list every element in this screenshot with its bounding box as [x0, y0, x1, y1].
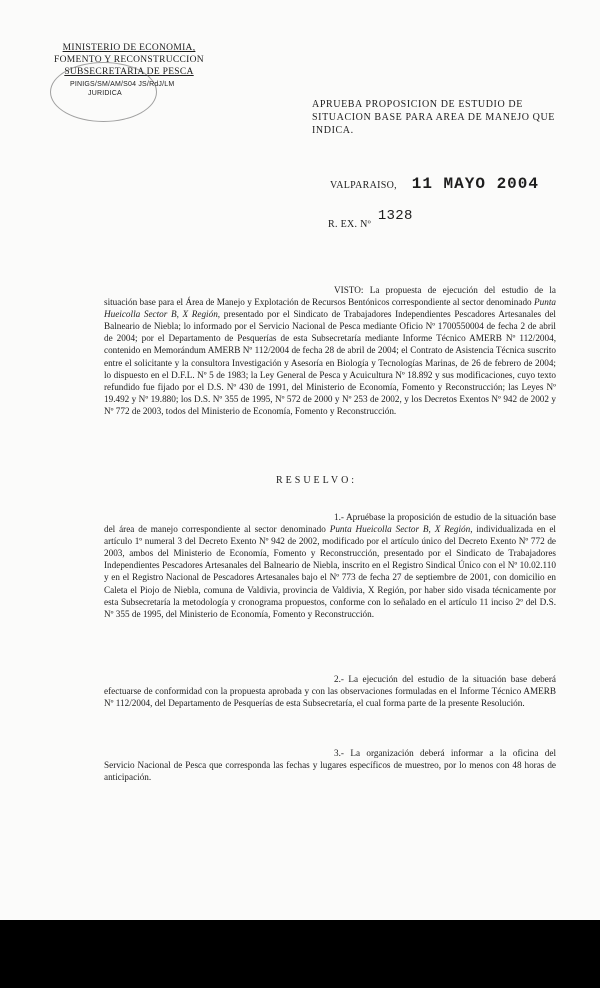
- visto-lead: VISTO:: [334, 285, 364, 295]
- resolution-number-label: R. EX. Nº: [328, 219, 372, 230]
- resolution-article-3: 3.- La organización deberá informar a la oficina del Servicio Nacional de Pesca que corresponda las fechas y lugares específicos de muestreo, por lo menos con 48 horas de anticipación.: [104, 748, 556, 783]
- ministry-line-1: MINISTERIO DE ECONOMIA,: [62, 43, 196, 53]
- resolution-number-value: 1328: [377, 208, 413, 224]
- office-line-2: JURIDICA: [88, 90, 122, 97]
- resolution-subject: APRUEBA PROPOSICION DE ESTUDIO DE SITUACION BASE PARA AREA DE MANEJO QUE INDICA.: [312, 99, 556, 136]
- article-1-lead: 1.- Apruébase la proposición de estudio de la situación base del área de manejo correspondiente al sector denominado: [104, 512, 556, 535]
- visto-paragraph: [104, 284, 556, 417]
- visto-sector: Punta Hueicolla Sector B, X Región: [104, 297, 556, 320]
- scan-border-bottom: [0, 920, 600, 988]
- dateline: [330, 175, 539, 193]
- office-reference: [70, 80, 180, 98]
- visto-text-a: La propuesta de ejecución del estudio de la situación base para el Área de Manejo y Explotación de Recursos Bentónicos correspondiente al sector denominado: [104, 285, 556, 308]
- resolution-article-1: [104, 511, 556, 620]
- ministry-line-3: SUBSECRETARIA DE PESCA: [64, 67, 194, 77]
- resolution-article-2: 2.- La ejecución del estudio de la situación base deberá efectuarse de conformidad con la propuesta aprobada y con las observaciones formuladas en el Informe Técnico AMERB Nº 112/2004, del Departamento de Pesquerías de esta Subsecretaría, el cual forma parte de la presente Resolución.: [104, 674, 556, 709]
- article-1-text: , individualizada en el artículo 1º numeral 3 del Decreto Exento Nº 942 de 2002, modificado por el artículo único del Decreto Exento Nº 772 de 2003, ambos del Ministerio de Economía, Fomento y Reconstrucción, presentado por el Sindicato de Trabajadores Independientes Pescadores Artesanales del Balneario de Niebla, inscrito en el Registro Sindical Único con el Nº 10.02.110 y en el Registro Nacional de Pescadores Artesanales bajo el Nº 773 de fecha 27 de septiembre de 2001, con domicilio en Caleta el Piojo de Niebla, comuna de Valdivia, provincia de Valdivia, X Región, por haber sido visada técnicamente por esta Subsecretaría la metodología y cronograma propuestos, conforme con lo señalado en el artículo 11 inciso 2º del D.S. Nº 355 de 1995, del Ministerio de Economía, Fomento y Reconstrucción.: [104, 524, 556, 619]
- visto-text-b: , presentado por el Sindicato de Trabajadores Independientes Pescadores Artesanales del Balneario de Niebla; lo informado por el Servicio Nacional de Pesca mediante Oficio Nº 1700550004 de fecha 2 de abril de 2004; por el Departamento de Pesquerías de esta Subsecretaría mediante Informe Técnico AMERB Nº 112/2004, contenido en Memorándum AMERB Nº 112/2004 de fecha 28 de abril de 2004; el Contrato de Asistencia Técnica suscrito entre el solicitante y la consultora Investigación y Asesoría en Biología y Tecnologías Marinas, de 26 de febrero de 2004; lo dispuesto en el D.F.L. Nº 5 de 1983; la Ley General de Pesca y Acuicultura Nº 18.892 y sus modificaciones, cuyo texto refundido fue fijado por el D.S. Nº 430 de 1991, del Ministerio de Economía, Fomento y Reconstrucción; las Leyes Nº 19.492 y Nº 19.880; los D.S. Nº 355 de 1995, Nº 572 de 2000 y Nº 253 de 2002, y los Decretos Exentos Nº 942 de 2002 y Nº 772 de 2003, todos del Ministerio de Economía, Fomento y Reconstrucción.: [104, 309, 556, 416]
- article-1-sector: Punta Hueicolla Sector B, X Región: [329, 524, 471, 535]
- ministry-line-2: FOMENTO Y RECONSTRUCCION: [54, 55, 204, 65]
- resuelvo-heading: RESUELVO:: [276, 475, 358, 486]
- dateline-place: VALPARAISO,: [330, 180, 397, 191]
- resolution-number: [328, 208, 413, 232]
- dateline-date-stamp: 11 MAYO 2004: [411, 175, 539, 193]
- office-line-1: PINIGS/SM/AM/S04 JS/RdJ/LM: [70, 81, 175, 88]
